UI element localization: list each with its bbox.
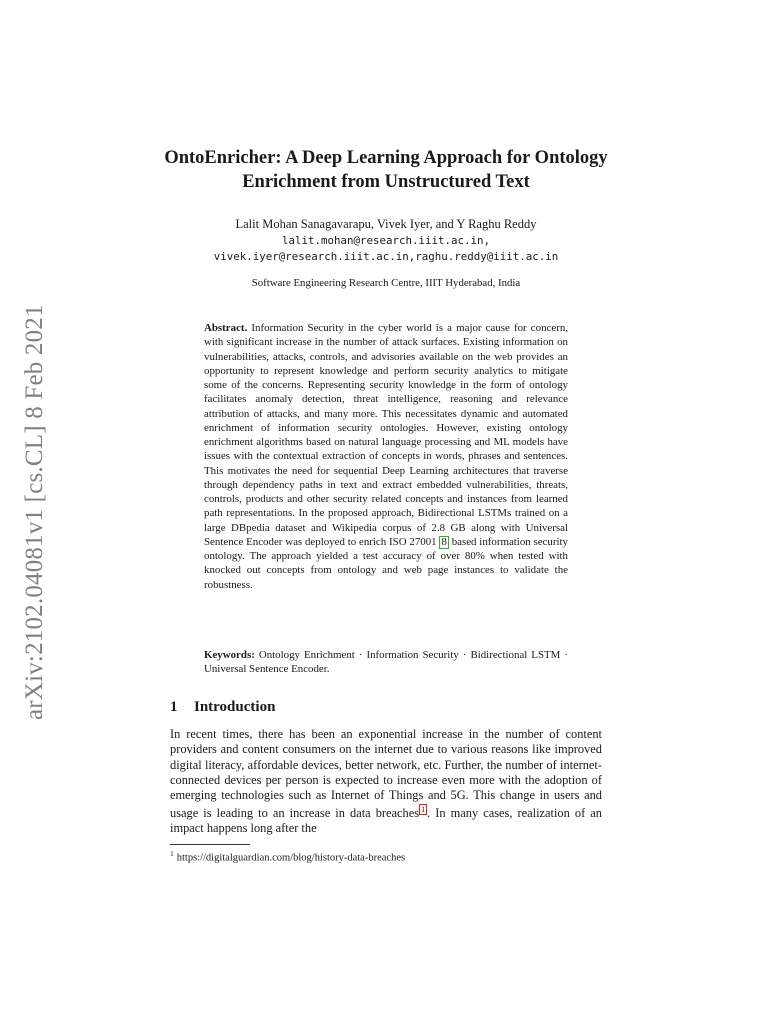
email-line-1[interactable]: lalit.mohan@research.iiit.ac.in, [281, 234, 490, 247]
intro-text-part-2: . In many cases, realization of an impact happens long after the [170, 805, 602, 836]
citation-link[interactable]: 8 [441, 535, 447, 548]
footnote-mark: 1 [170, 849, 174, 858]
abstract-label: Abstract. [204, 322, 248, 334]
abstract [204, 321, 568, 592]
affiliation: Software Engineering Research Centre, IIIT Hyderabad, India [251, 277, 521, 289]
author-emails [160, 233, 612, 265]
intro-text-part-1: In recent times, there has been an exponential increase in the number of content providers and content consumers on the internet due to various reasons like improved digital literacy, affordable devices, better network, etc. Further, the number of internet-connected devices per person is expected to increase even more with the adoption of emerging technologies such as Internet of Things and 5G. This change in users and usage is leading to an increase in data breaches [170, 727, 602, 820]
author-list: Lalit Mohan Sanagavarapu, Vivek Iyer, and Y Raghu Reddy [235, 217, 537, 231]
email-line-2[interactable]: vivek.iyer@research.iiit.ac.in,raghu.reddy@iiit.ac.in [213, 250, 559, 263]
keywords [204, 648, 568, 677]
abstract-text-part-1: Information Security in the cyber world is a major cause for concern, with significant increase in the number of attack surfaces. Existing information on vulnerabilities, attacks, controls, and advisories available on the web provides an opportunity to represent knowledge and perform security analytics to mitigate some of the concerns. Representing security knowledge in the form of ontology facilitates anomaly detection, threat intelligence, reasoning and relevance attribution of attacks, and many more. This necessitates dynamic and automated enrichment of information security ontologies. However, existing ontology enrichment algorithms based on natural language processing and ML models have issues with the contextual extraction of concepts in words, phrases and sentences. This motivates the need for sequential Deep Learning architectures that traverse through dependency paths in text and extract embedded vulnerabilities, threats, controls, products and other security related concepts and instances from learned path representations. In the proposed approach, Bidirectional LSTMs trained on a large DBpedia dataset and Wikipedia corpus of 2.8 GB along with Universal Sentence Encoder was deployed to enrich ISO 27001 [204, 322, 568, 548]
keywords-text: Ontology Enrichment · Information Security · Bidirectional LSTM · Universal Sentence Encoder. [204, 649, 568, 676]
paper-title: OntoEnricher: A Deep Learning Approach for Ontology Enrichment from Unstructured Text [164, 148, 608, 192]
section-title: Introduction [194, 699, 276, 715]
footnote-link[interactable]: 1 [421, 804, 426, 814]
abstract-text-part-2: based information security ontology. The approach yielded a test accuracy of over 80% when tested with knocked out concepts from ontology and web page instances to validate the robustness. [204, 535, 569, 591]
arxiv-identifier: arXiv:2102.04081v1 [cs.CL] 8 Feb 2021 [21, 304, 48, 720]
section-number: 1 [170, 699, 178, 715]
footnote-url[interactable]: https://digitalguardian.com/blog/history-data-breaches [176, 852, 406, 864]
footnote [170, 847, 602, 866]
section-heading-introduction [170, 697, 275, 717]
keywords-label: Keywords: [204, 649, 255, 661]
introduction-paragraph [170, 727, 602, 837]
footnote-divider [170, 844, 250, 845]
